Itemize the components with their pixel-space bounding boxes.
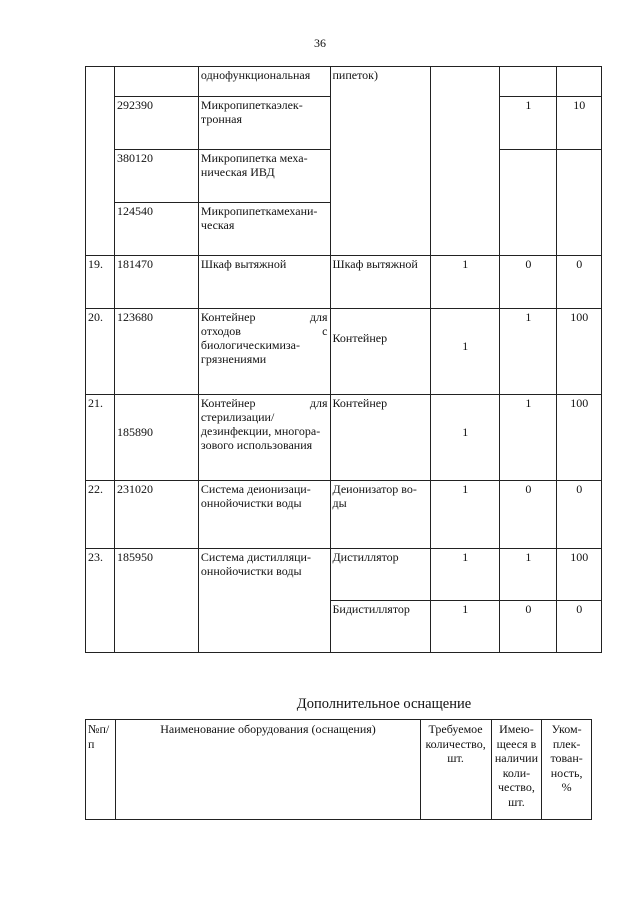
equipment-name: Система дистилляци- оннойочистки воды bbox=[200, 550, 311, 578]
equipment-name-line: Контейнер для bbox=[200, 396, 328, 410]
percent-cell bbox=[557, 549, 602, 601]
required-cell bbox=[431, 549, 500, 601]
required-count: 1 bbox=[462, 482, 469, 496]
name-cell bbox=[198, 97, 330, 150]
required-cell bbox=[431, 481, 500, 549]
available-cell bbox=[500, 309, 557, 395]
equipment-code: 292390 bbox=[117, 98, 153, 112]
available-cell bbox=[500, 150, 557, 256]
required-count: 1 bbox=[462, 425, 469, 439]
type-cell bbox=[330, 549, 431, 601]
equipment-type: пипеток) bbox=[332, 68, 379, 82]
equipment-name-line: Контейнер для bbox=[200, 310, 328, 324]
section-heading: Дополнительное оснащение bbox=[296, 696, 472, 712]
code-cell bbox=[115, 150, 199, 203]
code-cell bbox=[115, 481, 199, 549]
required-cell bbox=[431, 309, 500, 395]
available-cell bbox=[500, 97, 557, 150]
available-count: 0 bbox=[525, 482, 532, 496]
percent-cell bbox=[557, 67, 602, 97]
equipment-name: Микропипеткамехани- ческая bbox=[200, 204, 318, 232]
type-cell bbox=[330, 256, 431, 309]
table-row bbox=[86, 481, 602, 549]
equipment-code: 231020 bbox=[117, 482, 153, 496]
column-header-completeness: Уком- плек- тован- ность, % bbox=[542, 720, 592, 820]
completeness-percent: 10 bbox=[573, 98, 586, 112]
name-cell bbox=[198, 481, 330, 549]
available-cell bbox=[500, 256, 557, 309]
percent-cell bbox=[557, 256, 602, 309]
equipment-name: однофункциональная bbox=[200, 68, 311, 82]
available-count: 1 bbox=[525, 310, 532, 324]
percent-cell bbox=[557, 150, 602, 256]
table-row bbox=[86, 395, 602, 481]
equipment-table bbox=[85, 66, 602, 653]
required-count: 1 bbox=[462, 550, 469, 564]
completeness-percent: 100 bbox=[570, 310, 589, 324]
required-cell bbox=[431, 67, 500, 256]
number-cell bbox=[86, 256, 115, 309]
type-cell bbox=[330, 309, 431, 395]
equipment-code: 124540 bbox=[117, 204, 153, 218]
name-cell bbox=[198, 256, 330, 309]
code-cell bbox=[115, 256, 199, 309]
row-number: 21. bbox=[88, 396, 103, 410]
column-header-number: №п/п bbox=[86, 720, 116, 820]
name-cell bbox=[198, 309, 330, 395]
type-cell bbox=[330, 481, 431, 549]
equipment-code: 181470 bbox=[117, 257, 153, 271]
code-cell bbox=[115, 67, 199, 97]
percent-cell bbox=[557, 395, 602, 481]
available-count: 0 bbox=[525, 257, 532, 271]
required-cell bbox=[431, 256, 500, 309]
equipment-type: Дистиллятор bbox=[332, 550, 399, 564]
completeness-percent: 100 bbox=[570, 396, 589, 410]
equipment-type: Деионизатор во- ды bbox=[332, 482, 417, 510]
column-header-name: Наименование оборудования (оснащения) bbox=[116, 720, 420, 820]
completeness-percent: 0 bbox=[576, 482, 583, 496]
name-cell bbox=[198, 150, 330, 203]
completeness-percent: 100 bbox=[570, 550, 589, 564]
table-row bbox=[86, 256, 602, 309]
row-number: 22. bbox=[88, 482, 103, 496]
additional-equipment-table bbox=[85, 719, 592, 820]
equipment-name-line: грязнениями bbox=[200, 352, 267, 366]
required-cell bbox=[431, 601, 500, 653]
column-header-required: Требуемое количество, шт. bbox=[420, 720, 491, 820]
required-cell bbox=[431, 395, 500, 481]
table-row bbox=[86, 309, 602, 395]
page-number: 36 bbox=[314, 36, 326, 50]
percent-cell bbox=[557, 601, 602, 653]
name-cell bbox=[198, 67, 330, 97]
type-cell bbox=[330, 67, 431, 256]
code-cell bbox=[115, 203, 199, 256]
type-cell bbox=[330, 395, 431, 481]
row-number: 19. bbox=[88, 257, 103, 271]
equipment-code: 380120 bbox=[117, 151, 153, 165]
available-count: 1 bbox=[525, 396, 532, 410]
percent-cell bbox=[557, 97, 602, 150]
required-count: 1 bbox=[462, 257, 469, 271]
type-cell bbox=[330, 601, 431, 653]
equipment-type: Шкаф вытяжной bbox=[332, 257, 418, 271]
available-count: 1 bbox=[525, 550, 532, 564]
name-cell bbox=[198, 203, 330, 256]
table-header-row bbox=[86, 720, 592, 820]
equipment-type: Бидистиллятор bbox=[332, 602, 410, 616]
equipment-name-line: отходов с bbox=[200, 324, 328, 338]
available-cell bbox=[500, 67, 557, 97]
available-count: 0 bbox=[525, 602, 532, 616]
number-cell bbox=[86, 481, 115, 549]
equipment-name: Шкаф вытяжной bbox=[200, 257, 287, 271]
number-cell bbox=[86, 67, 115, 256]
table-row bbox=[86, 67, 602, 97]
number-cell bbox=[86, 309, 115, 395]
completeness-percent: 0 bbox=[576, 257, 583, 271]
number-cell bbox=[86, 395, 115, 481]
available-cell bbox=[500, 549, 557, 601]
available-cell bbox=[500, 395, 557, 481]
percent-cell bbox=[557, 309, 602, 395]
equipment-name-line: биологическимиза- bbox=[200, 338, 300, 352]
column-header-available: Имею- щееся в наличии коли- чество, шт. bbox=[491, 720, 542, 820]
code-cell bbox=[115, 395, 199, 481]
equipment-name-line: дезинфекции, многора- bbox=[200, 424, 321, 438]
equipment-type: Контейнер bbox=[332, 331, 388, 345]
equipment-name-line: зового использования bbox=[200, 438, 313, 452]
equipment-code: 123680 bbox=[117, 310, 153, 324]
completeness-percent: 0 bbox=[576, 602, 583, 616]
table-row bbox=[86, 549, 602, 601]
available-count: 1 bbox=[525, 98, 532, 112]
equipment-name: Система деионизаци- оннойочистки воды bbox=[200, 482, 311, 510]
code-cell bbox=[115, 97, 199, 150]
equipment-code: 185950 bbox=[117, 550, 153, 564]
code-cell bbox=[115, 309, 199, 395]
code-cell bbox=[115, 549, 199, 653]
available-cell bbox=[500, 481, 557, 549]
available-cell bbox=[500, 601, 557, 653]
required-count: 1 bbox=[462, 602, 469, 616]
row-number: 20. bbox=[88, 310, 103, 324]
equipment-code: 185890 bbox=[117, 425, 153, 439]
equipment-type: Контейнер bbox=[332, 396, 388, 410]
equipment-name: Микропипетка меха- ническая ИВД bbox=[200, 151, 308, 179]
percent-cell bbox=[557, 481, 602, 549]
row-number: 23. bbox=[88, 550, 103, 564]
equipment-name-line: стерилизации/ bbox=[200, 410, 275, 424]
number-cell bbox=[86, 549, 115, 653]
name-cell bbox=[198, 549, 330, 653]
equipment-name: Микропипеткаэлек- тронная bbox=[200, 98, 303, 126]
name-cell bbox=[198, 395, 330, 481]
required-count: 1 bbox=[462, 339, 469, 353]
